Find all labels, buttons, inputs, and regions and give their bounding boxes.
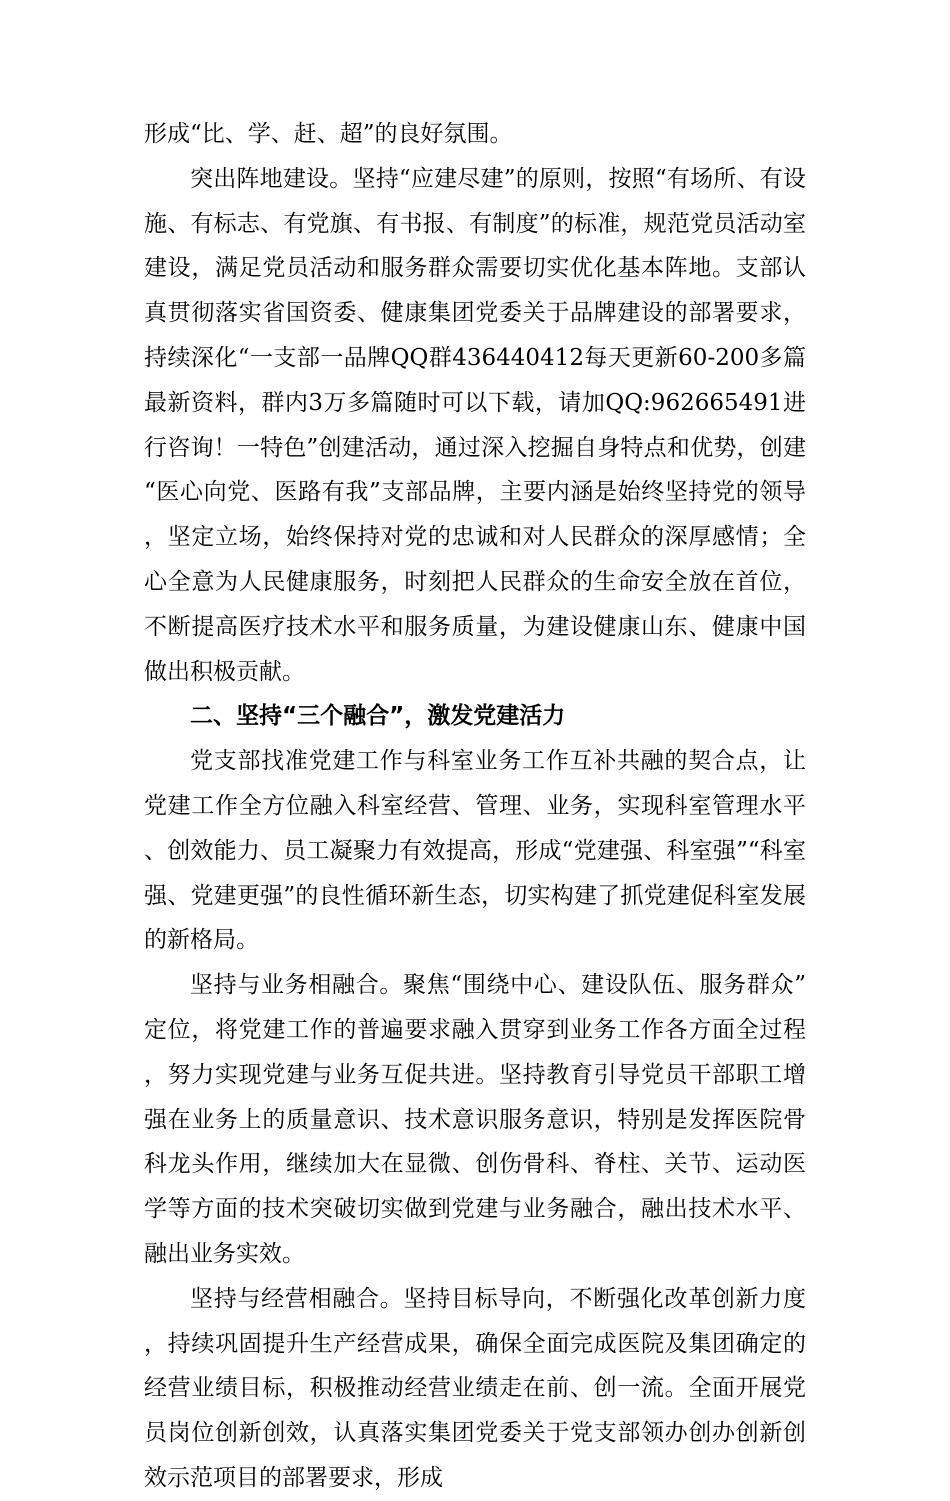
section-heading: 二、坚持“三个融合”，激发党建活力 [190,703,566,730]
document-body [144,112,806,1501]
paragraph-position-building: 突出阵地建设。坚持“应建尽建”的原则，按照“有场所、有设施、有标志、有党旗、有书报、有制度”的标准，规范党员活动室建设，满足党员活动和服务群众需要切实优化基本阵地。支部认真贯彻落实省国资委、健康集团党委关于品牌建设的部署要求，持续深化“一支部一品牌QQ群436440412每天更新60-200多篇最新资料，群内3万多篇随时可以下载，请加QQ:962665491进行咨询！一特色”创建活动，通过深入挖掘自身特点和优势，创建“医心向党、医路有我”支部品牌，主要内涵是始终坚持党的领导，坚定立场，始终保持对党的忠诚和对人民群众的深厚感情；全心全意为人民健康服务，时刻把人民群众的生命安全放在首位，不断提高医疗技术水平和服务质量，为建设健康山东、健康中国做出积极贡献。 [144,165,806,685]
paragraph-party-integration: 党支部找准党建工作与科室业务工作互补共融的契合点，让党建工作全方位融入科室经营、管理、业务，实现科室管理水平、创效能力、员工凝聚力有效提高，形成“党建强、科室强”“科室强、党建更强”的良性循环新生态，切实构建了抓党建促科室发展的新格局。 [144,748,806,954]
paragraph-business-integration: 坚持与业务相融合。聚焦“围绕中心、建设队伍、服务群众”定位，将党建工作的普遍要求融入贯穿到业务工作各方面全过程，努力实现党建与业务互促共进。坚持教育引导党员干部职工增强在业务上的质量意识、技术意识服务意识，特别是发挥医院骨科龙头作用，继续加大在显微、创伤骨科、脊柱、关节、运动医学等方面的技术突破切实做到党建与业务融合，融出技术水平、融出业务实效。 [144,972,806,1267]
paragraph-continuation: 形成“比、学、赶、超”的良好氛围。 [144,121,513,147]
paragraph-operation-integration: 坚持与经营相融合。坚持目标导向，不断强化改革创新力度，持续巩固提升生产经营成果，确保全面完成医院及集团确定的经营业绩目标，积极推动经营业绩走在前、创一流。全面开展党员岗位创新创效，认真落实集团党委关于党支部领办创办创新创效示范项目的部署要求，形成 [144,1285,806,1491]
